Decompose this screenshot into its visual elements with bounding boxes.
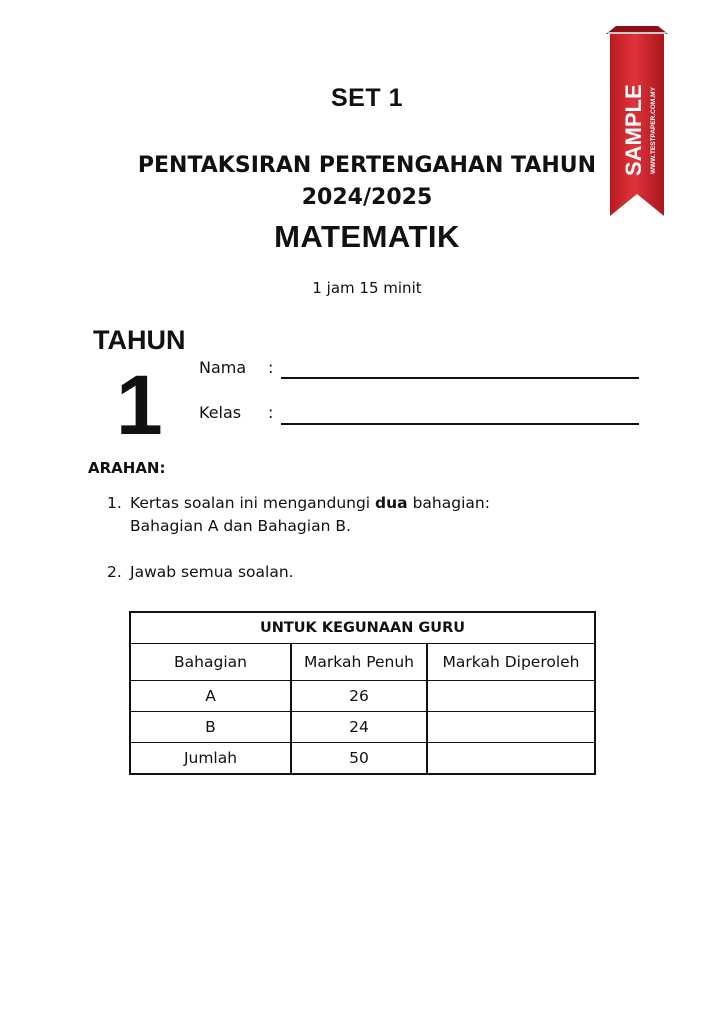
marks-obtained-cell[interactable] [427, 712, 595, 743]
exam-title-line1: PENTAKSIRAN PERTENGAHAN TAHUN [137, 153, 597, 178]
class-field[interactable] [281, 423, 639, 425]
header-full-marks: Markah Penuh [291, 644, 427, 681]
header-marks-obtained: Markah Diperoleh [427, 644, 595, 681]
name-colon: : [268, 358, 274, 377]
marks-obtained-cell[interactable] [427, 743, 595, 775]
table-caption: UNTUK KEGUNAAN GURU [130, 612, 595, 644]
exam-duration: 1 jam 15 minit [312, 279, 422, 297]
grade-label: TAHUN [93, 325, 186, 355]
section-cell: A [130, 681, 291, 712]
table-row [130, 681, 595, 712]
instruction-text: bahagian: [407, 494, 490, 512]
header-section: Bahagian [130, 644, 291, 681]
instruction-item-1 [107, 492, 547, 538]
table-row [130, 743, 595, 775]
teacher-use-table [129, 611, 596, 775]
name-label: Nama [199, 358, 247, 377]
instruction-number: 2. [107, 563, 122, 581]
full-marks-cell: 24 [291, 712, 427, 743]
section-cell: Jumlah [130, 743, 291, 775]
sample-ribbon-badge [606, 26, 668, 222]
full-marks-cell: 26 [291, 681, 427, 712]
instruction-text: Jawab semua soalan. [130, 563, 294, 581]
marks-obtained-cell[interactable] [427, 681, 595, 712]
full-marks-cell: 50 [291, 743, 427, 775]
instruction-item-2 [107, 561, 547, 584]
instruction-text: Kertas soalan ini mengandungi [130, 494, 376, 512]
set-title: SET 1 [331, 84, 403, 112]
subject-title: MATEMATIK [274, 219, 460, 254]
exam-title-line2: 2024/2025 [301, 185, 433, 210]
table-row [130, 712, 595, 743]
instruction-emphasis: dua [375, 494, 408, 512]
instruction-text-line2: Bahagian A dan Bahagian B. [130, 517, 351, 535]
name-field[interactable] [281, 377, 639, 379]
ribbon-label: SAMPLE [621, 84, 646, 176]
grade-number: 1 [116, 358, 163, 452]
ribbon-site-text: WWW.TESTPAPER.COM.MY [650, 87, 657, 174]
instructions-title: ARAHAN: [88, 459, 166, 477]
class-colon: : [268, 403, 274, 422]
section-cell: B [130, 712, 291, 743]
instruction-number: 1. [107, 494, 122, 512]
table-header-row [130, 644, 595, 681]
class-label: Kelas [199, 403, 242, 422]
